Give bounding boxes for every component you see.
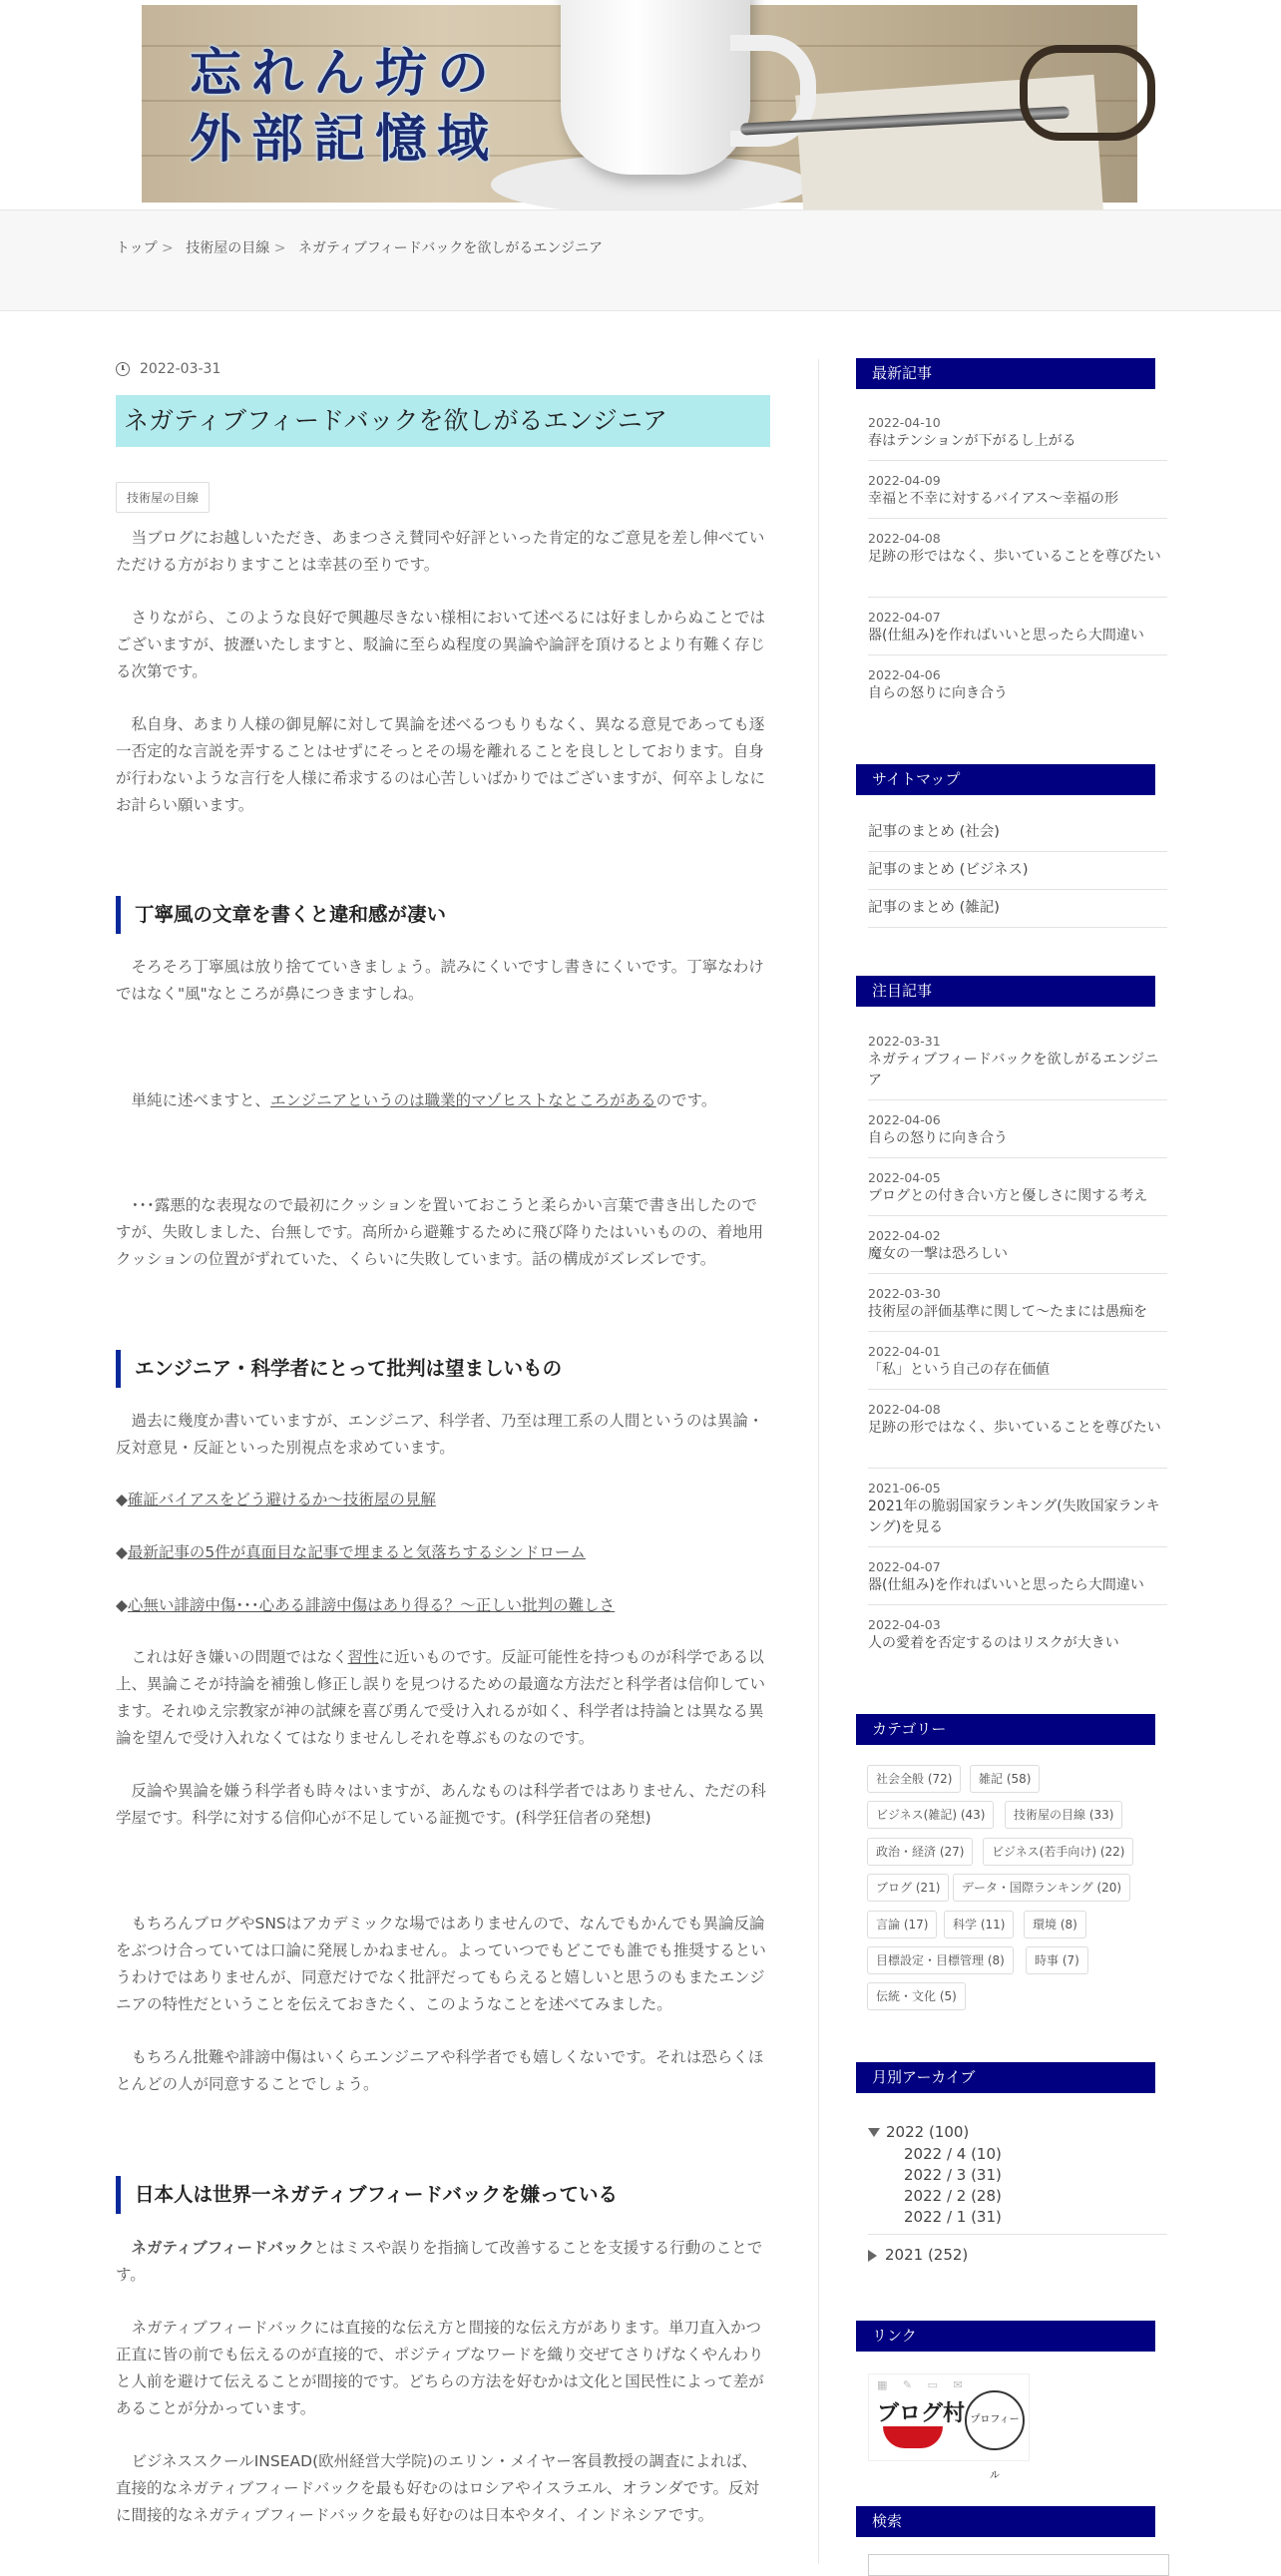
breadcrumb-home[interactable]: トップ <box>116 240 158 256</box>
category-tag[interactable]: 社会全般 (72) <box>867 1765 961 1793</box>
related-link-3[interactable]: ◆心無い誹謗中傷･･･心ある誹謗中傷はあり得る？～正しい批判の難しさ <box>116 1596 616 1614</box>
sitemap-item[interactable]: 記事のまとめ (ビジネス) <box>868 852 1167 890</box>
section1-paragraph-1: そろそろ丁寧風は放り捨てていきましょう。読みにくいですし書きにくいです。丁寧なわけではなく"風"なところが鼻につきますしね。 <box>116 958 764 1003</box>
widget-title-search: 検索 <box>856 2506 1155 2537</box>
decorative-icons: ▦ ✎ ▭ ✉ <box>877 2378 969 2391</box>
section2-paragraph-1: 過去に幾度か書いていますが、エンジニア、科学者、乃至は理工系の人間というのは異論・反対意見・反証といった別視点を求めています。 <box>116 1412 764 1457</box>
post-title: ネガティブフィードバックを欲しがるエンジニア <box>116 395 770 447</box>
section2-paragraph-4: もちろんブログやSNSはアカデミックな場ではありませんので、なんでもかんでも異論反論をぶつけ合っていては口論に発展しかねません。よっていつでもどこでも誰でも推奨するというわけではありませんが、同意だけでなく批評だってもらえると嬉しいと思うのもまたエンジニアの特性だということを伝えておきたく、このようなことを述べてみました。 <box>116 1915 766 2013</box>
category-tag[interactable]: ビジネス(雑記) (43) <box>867 1801 994 1829</box>
featured-item[interactable]: 2022-04-08 足跡の形ではなく、歩いていることを尊びたい <box>868 1402 1167 1469</box>
category-tag[interactable]: ブログ (21) <box>867 1874 949 1902</box>
section3-paragraph-2: ネガティブフィードバックには直接的な伝え方と間接的な伝え方があります。単刀直入かつ正直に皆の前でも伝えるのが直接的で、ポジティブなワードを織り交ぜてさりげなくやんわりと人前を避けて伝えることが間接的です。どちらの方法を好むかは文化と国民性によって差があることが分かっています。 <box>116 2319 764 2417</box>
intro-paragraph-1: 当ブログにお越しいただき、あまつさえ賛同や好評といった肯定的なご意見を差し伸べていただける方がおりますことは幸甚の至りです。 <box>116 529 765 574</box>
archive-month[interactable]: 2022 / 2 (28) <box>904 2187 1002 2205</box>
category-tag[interactable]: ビジネス(若手向け) (22) <box>983 1838 1133 1866</box>
sitemap-item[interactable]: 記事のまとめ (雑記) <box>868 890 1167 928</box>
habit-link[interactable]: 習性 <box>347 1648 379 1666</box>
category-tag[interactable]: 技術屋の目線 (33) <box>1005 1801 1122 1829</box>
section3-paragraph-3: ビジネススクールINSEAD(欧州経営大学院)のエリン・メイヤー客員教授の調査によれば、直接的なネガティブフィードバックを最も好むのはロシアやイスラエル、オランダです。反対に間接的なネガティブフィードバックを最も好むのは日本やタイ、インドネシアです。 <box>116 2452 759 2524</box>
category-tag[interactable]: 目標設定・目標管理 (8) <box>867 1946 1014 1974</box>
section3-paragraph-1: ネガティブフィードバックとはミスや誤りを指摘して改善することを支援する行動のことです。 <box>116 2239 763 2284</box>
category-tag[interactable]: 環境 (8) <box>1024 1911 1086 1938</box>
widget-title-featured: 注目記事 <box>856 976 1155 1007</box>
sun-graphic <box>883 2426 943 2448</box>
header-banner[interactable] <box>142 5 1137 203</box>
breadcrumb-current: ネガティブフィードバックを欲しがるエンジニア <box>297 240 604 256</box>
site-header <box>0 0 1281 210</box>
category-tag[interactable]: 伝統・文化 (5) <box>867 1982 966 2010</box>
archive-month[interactable]: 2022 / 4 (10) <box>904 2145 1002 2163</box>
blogmura-banner[interactable] <box>868 2373 1030 2481</box>
featured-item[interactable]: 2022-03-31 ネガティブフィードバックを欲しがるエンジニア <box>868 1034 1167 1100</box>
category-tag[interactable]: 言論 (17) <box>867 1911 937 1938</box>
featured-item[interactable]: 2022-04-02 魔女の一撃は恐ろしい <box>868 1228 1167 1274</box>
archive-month[interactable]: 2022 / 3 (31) <box>904 2166 1002 2184</box>
featured-item[interactable]: 2022-04-01 「私」という自己の存在価値 <box>868 1344 1167 1390</box>
breadcrumb-category[interactable]: 技術屋の目線 <box>186 240 270 256</box>
archive-divider <box>868 2234 1167 2235</box>
post-date: 2022-03-31 <box>116 359 770 379</box>
category-tag[interactable]: 雑記 (58) <box>970 1765 1040 1793</box>
highlight-text: エンジニアというのは職業的マゾヒストなところがある <box>270 1091 656 1109</box>
archive-year-2021[interactable]: 2021 (252) <box>868 2246 968 2264</box>
widget-title-recent: 最新記事 <box>856 358 1155 389</box>
section2-paragraph-3: 反論や異論を嫌う科学者も時々はいますが、あんなものは科学者ではありません、ただの科学屋です。科学に対する信仰心が不足している証拠です。(科学狂信者の発想) <box>116 1782 766 1827</box>
recent-item[interactable]: 2022-04-07 器(仕組み)を作ればいいと思ったら大間違い <box>868 610 1167 655</box>
recent-item[interactable]: 2022-04-08 足跡の形ではなく、歩いていることを尊びたい <box>868 531 1167 598</box>
breadcrumb-separator: > <box>162 240 174 256</box>
section-heading-2: エンジニア・科学者にとって批判は望ましいもの <box>116 1350 773 1388</box>
category-tag[interactable]: データ・国際ランキング (20) <box>953 1874 1130 1902</box>
sitemap-item[interactable]: 記事のまとめ (社会) <box>868 814 1167 852</box>
widget-title-archive: 月別アーカイブ <box>856 2062 1155 2093</box>
archive-month[interactable]: 2022 / 1 (31) <box>904 2208 1002 2226</box>
featured-item[interactable]: 2022-03-30 技術屋の評価基準に関して～たまには愚痴を <box>868 1286 1167 1332</box>
section1-paragraph-2: 単純に述べますと、エンジニアというのは職業的マゾヒストなところがあるのです。 <box>131 1091 717 1109</box>
archive-year-2022[interactable]: 2022 (100) <box>868 2123 969 2141</box>
glasses-image <box>1020 45 1155 141</box>
section1-paragraph-3: ･･･露悪的な表現なので最初にクッションを置いておこうと柔らかい言葉で書き出したのですが、失敗しました、台無しです。高所から避難するために飛び降りたはいいものの、着地用クッションの位置がずれていた、くらいに失敗しています。話の構成がズレズレです。 <box>116 1196 764 1268</box>
related-link-1[interactable]: ◆確証バイアスをどう避けるか～技術屋の見解 <box>116 1491 436 1508</box>
recent-item[interactable]: 2022-04-09 幸福と不幸に対するバイアス～幸福の形 <box>868 473 1167 519</box>
coffee-cup-image <box>561 0 750 175</box>
category-tag[interactable]: 時事 (7) <box>1026 1946 1088 1974</box>
featured-item[interactable]: 2022-04-03 人の愛着を否定するのはリスクが大きい <box>868 1617 1119 1651</box>
related-link-2[interactable]: ◆最新記事の5件が真面目な記事で埋まると気落ちするシンドローム <box>116 1543 586 1561</box>
search-input[interactable] <box>868 2554 1169 2576</box>
section2-paragraph-2: これは好き嫌いの問題ではなく習性に近いものです。反証可能性を持つものが科学である以上、異論こそが持論を補強し修正し誤りを見つけるための最適な方法だと科学者は信仰しています。それゆえ宗教家が神の試練を喜び勇んで受け入れるが如く、科学者は持論とは異なる異論を望んで受け入れなくてはなりませんしそれを尊ぶものなのです。 <box>116 1648 766 1747</box>
intro-paragraph-2: さりながら、このような良好で興趣尽きない様相において述べるには好ましからぬことではございますが、披瀝いたしますと、駁論に至らぬ程度の異論や論評を頂けるとより有難く存じる次第です。 <box>116 609 766 680</box>
blogmura-logo: ブログ村 <box>877 2400 966 2426</box>
site-title[interactable]: 忘れん坊の 外部記憶域 <box>190 43 500 170</box>
category-tag[interactable]: 科学 (11) <box>944 1911 1014 1938</box>
featured-item[interactable]: 2022-04-07 器(仕組み)を作ればいいと思ったら大間違い <box>868 1559 1167 1605</box>
featured-item[interactable]: 2022-04-05 ブログとの付き合い方と優しさに関する考え <box>868 1170 1167 1216</box>
recent-item[interactable]: 2022-04-06 自らの怒りに向き合う <box>868 667 1008 701</box>
breadcrumb <box>116 237 611 257</box>
featured-item[interactable]: 2022-04-06 自らの怒りに向き合う <box>868 1112 1167 1158</box>
widget-title-categories: カテゴリー <box>856 1714 1155 1745</box>
column-divider <box>818 359 819 2564</box>
widget-title-sitemap: サイトマップ <box>856 764 1155 795</box>
widget-title-links: リンク <box>856 2321 1155 2352</box>
category-tag[interactable]: 政治・経済 (27) <box>867 1838 973 1866</box>
breadcrumb-band <box>0 210 1281 311</box>
profile-badge: プロフィール <box>965 2390 1025 2450</box>
expand-right-icon[interactable] <box>868 2250 877 2262</box>
section-heading-1: 丁寧風の文章を書くと違和感が凄い <box>116 896 773 934</box>
clock-icon <box>116 362 130 376</box>
expand-down-icon[interactable] <box>868 2128 880 2137</box>
featured-item[interactable]: 2021-06-05 2021年の脆弱国家ランキング(失敗国家ランキング)を見る <box>868 1481 1167 1547</box>
section-heading-3: 日本人は世界一ネガティブフィードバックを嫌っている <box>116 2176 773 2214</box>
recent-item[interactable]: 2022-04-10 春はテンションが下がるし上がる <box>868 415 1167 461</box>
article <box>116 359 770 513</box>
section2-paragraph-5: もちろん批難や誹謗中傷はいくらエンジニアや科学者でも嬉しくないです。それは恐らくほとんどの人が同意することでしょう。 <box>116 2048 764 2093</box>
intro-paragraph-3: 私自身、あまり人様の御見解に対して異論を述べるつもりもなく、異なる意見であっても逐一否定的な言説を弄することはせずにそっとその場を離れることを良しとしております。自身が行わないような言行を人様に希求するのは心苦しいばかりではございますが、何卒よしなにお計らい願います。 <box>116 715 766 814</box>
post-category-tag[interactable]: 技術屋の目線 <box>116 482 210 513</box>
breadcrumb-separator: > <box>273 240 286 256</box>
